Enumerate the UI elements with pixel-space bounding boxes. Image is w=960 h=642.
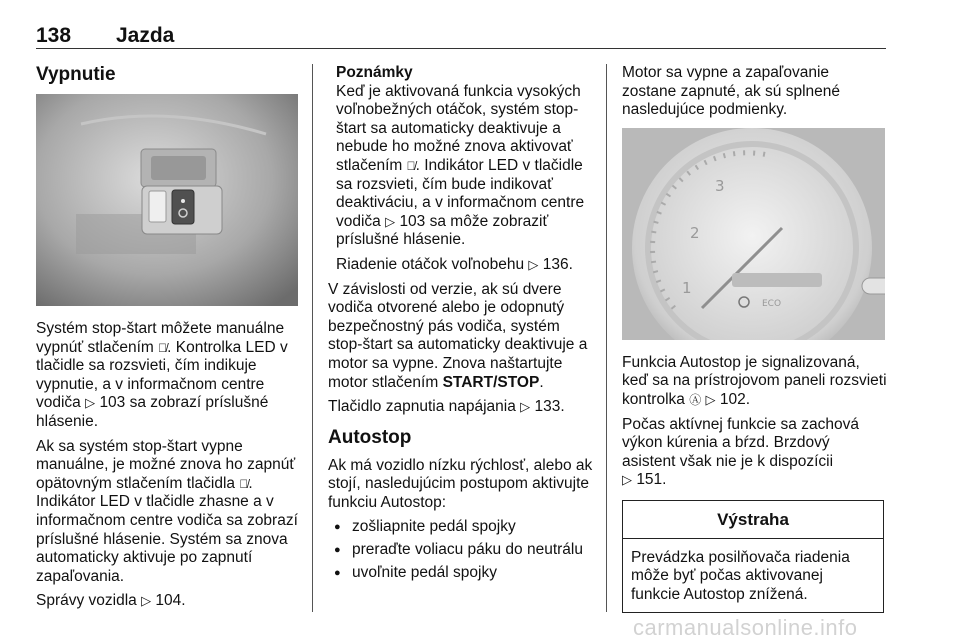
ref-arrow-icon: ▷ xyxy=(385,213,396,229)
ref-arrow-icon: ▷ xyxy=(85,395,96,411)
column-right xyxy=(622,64,887,613)
paragraph: Ak má vozidlo nízku rýchlosť, alebo ak stojí, nasledujúcim postupom aktivujte funkciu Autostop: xyxy=(328,456,593,511)
paragraph: V závislosti od verzie, ak sú dvere vodiča otvorené alebo je odopnutý bezpečnostný pás vodiča, systém stop-štart sa automaticky deaktivuje a motor sa vypne. Znova naštartujte motor stlačením START/STOP. xyxy=(328,280,588,391)
ref-arrow-icon: ▷ xyxy=(141,593,152,609)
stop-start-icon: Ⓐ̸ xyxy=(239,476,249,491)
autostop-steps xyxy=(328,518,593,582)
paragraph: Systém stop-štart môžete manuálne vypnúť stlačením Ⓐ̸. Kontrolka LED v tlačidle sa rozsvieti, čím indikuje vypnutie, a v informačnom centre vodiča ▷ 103 sa zobrazí príslušné hlásenie. xyxy=(36,320,288,430)
stop-start-button-photo xyxy=(36,94,298,306)
ref-arrow-icon: ▷ xyxy=(528,256,539,272)
paragraph: Ak sa systém stop-štart vypne manuálne, je možné znova ho zapnúť opätovným stlačením tlačidla Ⓐ̸. Indikátor LED v tlačidle zhasne a v informačnom centre vodiča sa zobrazí príslušné hlásenie. Systém sa znova automaticky aktivuje po zapnutí zapaľovania. xyxy=(36,437,298,585)
page-number: 138 xyxy=(36,24,72,47)
start-stop-label: START/STOP xyxy=(442,373,540,391)
page-header xyxy=(36,24,886,50)
note-block xyxy=(328,64,593,275)
ref-arrow-icon: ▷ xyxy=(622,472,632,488)
gauge-label: 1 xyxy=(682,278,692,297)
stop-start-icon: Ⓐ̸ xyxy=(158,340,168,355)
warning-body: Prevádzka posilňovača riadenia môže byť počas aktivovanej funkcie Autostop znížená. xyxy=(631,548,850,603)
tachometer-photo xyxy=(622,128,885,340)
paragraph: Motor sa vypne a zapaľovanie zostane zapnuté, ak sú splnené nasledujúce podmienky. xyxy=(622,64,841,119)
autostop-icon: Ⓐ xyxy=(689,392,702,407)
column-divider xyxy=(312,64,313,612)
ref-arrow-icon: ▷ xyxy=(520,399,531,415)
section-title-autostop: Autostop xyxy=(328,426,412,448)
note-title: Poznámky xyxy=(336,64,413,81)
column-left xyxy=(36,64,298,617)
paragraph: Funkcia Autostop je signalizovaná, keď sa na prístrojovom paneli rozsvieti kontrolka Ⓐ ▷ 102. xyxy=(622,353,887,408)
eco-label: ECO xyxy=(762,298,782,309)
gauge-label: 3 xyxy=(715,176,725,195)
warning-box xyxy=(622,500,884,613)
column-middle xyxy=(328,64,593,588)
ref-arrow-icon: ▷ xyxy=(705,391,716,407)
paragraph: Počas aktívnej funkcie sa zachová výkon kúrenia a bŕzd. Brzdový asistent však nie je k dispozícii ▷ 151. xyxy=(622,415,859,489)
list-item: ● uvoľnite pedál spojky xyxy=(328,564,593,583)
note-text: Riadenie otáčok voľnobehu ▷ 136. xyxy=(336,255,573,273)
header-rule xyxy=(36,48,886,49)
list-item: ● preraďte voliacu páku do neutrálu xyxy=(328,541,593,560)
chapter-title: Jazda xyxy=(116,24,175,47)
paragraph: Tlačidlo zapnutia napájania ▷ 133. xyxy=(328,398,565,416)
section-title-vypnutie: Vypnutie xyxy=(36,64,116,85)
gauge-label: 2 xyxy=(690,223,700,242)
watermark: carmanualsonline.info xyxy=(633,615,858,640)
list-item: ● zošliapnite pedál spojky xyxy=(328,518,593,537)
paragraph: Správy vozidla ▷ 104. xyxy=(36,592,186,610)
warning-title: Výstraha xyxy=(623,501,883,539)
stop-start-icon: Ⓐ̸ xyxy=(406,158,416,173)
column-divider xyxy=(606,64,607,612)
note-text: Keď je aktivovaná funkcia vysokých voľnobežných otáčok, systém stop-štart sa automaticky deaktivuje a nebude ho možné znova aktivovať stlačením Ⓐ̸. Indikátor LED v tlačidle sa rozsvieti, čím bude indikovať deaktiváciu, a v informačnom centre vodiča ▷ 103 sa môže zobraziť príslušné hlásenie. xyxy=(336,82,585,249)
